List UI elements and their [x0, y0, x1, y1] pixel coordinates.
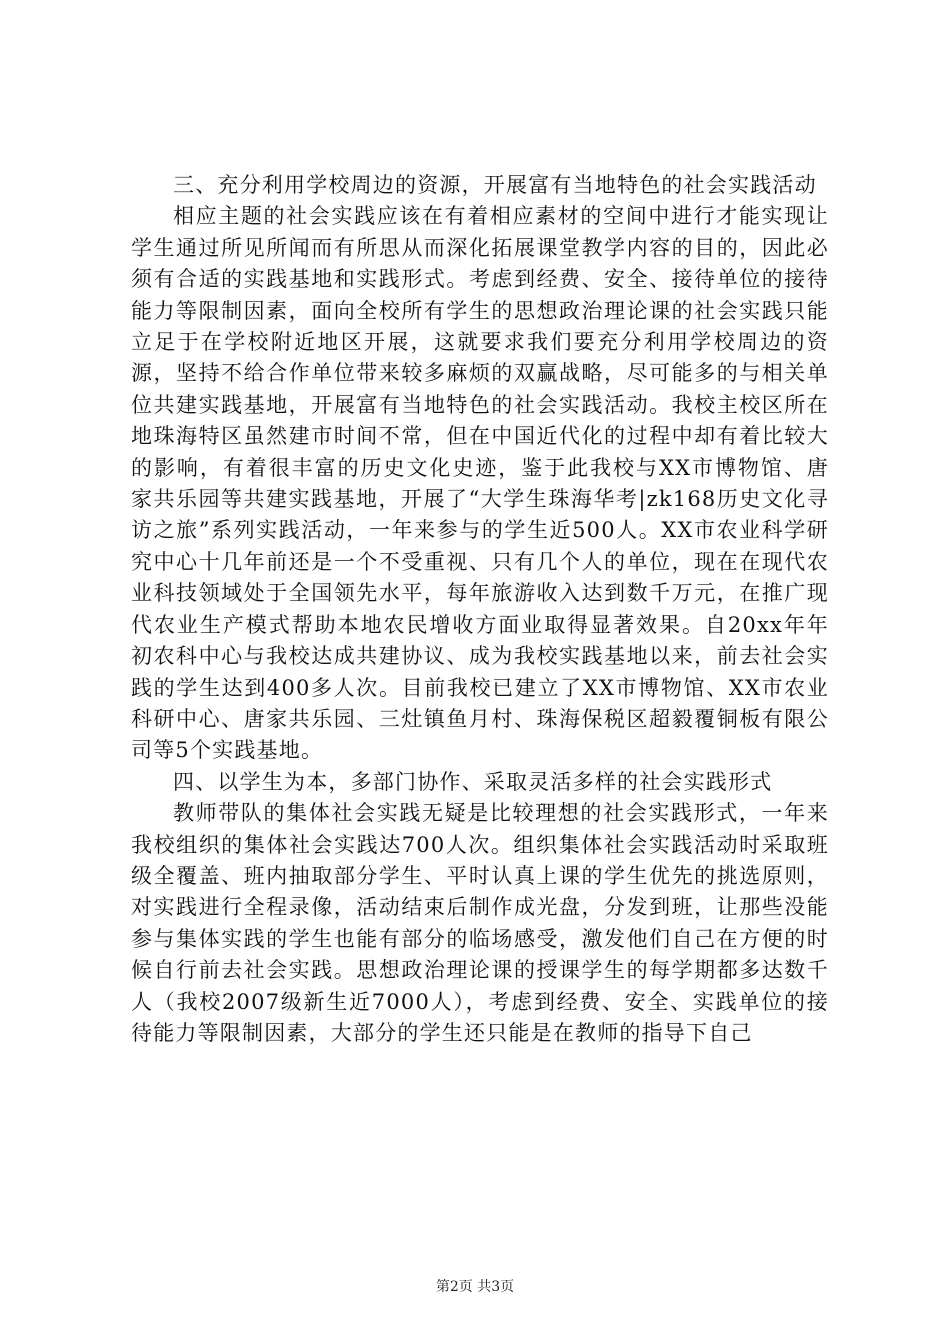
- body-paragraph: 教师带队的集体社会实践无疑是比较理想的社会实践形式，一年来我校组织的集体社会实践达700人次。组织集体社会实践活动时采取班级全覆盖、班内抽取部分学生、平时认真上课的学生优先的挑选原则，对实践进行全程录像，活动结束后制作成光盘，分发到班，让那些没能参与集体实践的学生也能有部分的临场感受，激发他们自己在方便的时候自行前去社会实践。思想政治理论课的授课学生的每学期都多达数千人（我校2007级新生近7000人），考虑到经费、安全、实践单位的接待能力等限制因素，大部分的学生还只能是在教师的指导下自己: [131, 801, 829, 1045]
- body-paragraph: 相应主题的社会实践应该在有着相应素材的空间中进行才能实现让学生通过所见所闻而有所思从而深化拓展课堂教学内容的目的，因此必须有合适的实践基地和实践形式。考虑到经费、安全、接待单位的接待能力等限制因素，面向全校所有学生的思想政治理论课的社会实践只能立足于在学校附近地区开展，这就要求我们要充分利用学校周边的资源，坚持不给合作单位带来较多麻烦的双赢战略，尽可能多的与相关单位共建实践基地，开展富有当地特色的社会实践活动。我校主校区所在地珠海特区虽然建市时间不常，但在中国近代化的过程中却有着比较大的影响，有着很丰富的历史文化史迹，鉴于此我校与XX市博物馆、唐家共乐园等共建实践基地，开展了“大学生珠海华考|zk168历史文化寻访之旅”系列实践活动，一年来参与的学生近500人。XX市农业科学研究中心十几年前还是一个不受重视、只有几个人的单位，现在在现代农业科技领域处于全国领先水平，每年旅游收入达到数千万元，在推广现代农业生产模式帮助本地农民增收方面业取得显著效果。自20xx年年初农科中心与我校达成共建协议、成为我校实践基地以来，前去社会实践的学生达到400多人次。目前我校已建立了XX市博物馆、XX市农业科研中心、唐家共乐园、三灶镇鱼月村、珠海保税区超毅覆铜板有限公司等5个实践基地。: [131, 204, 829, 763]
- section-heading-4: 四、以学生为本，多部门协作、采取灵活多样的社会实践形式: [173, 769, 773, 794]
- document-body: [131, 170, 829, 1049]
- page-footer: 第2页 共3页: [435, 1279, 515, 1295]
- section-heading-3: 三、充分利用学校周边的资源，开展富有当地特色的社会实践活动: [173, 173, 817, 197]
